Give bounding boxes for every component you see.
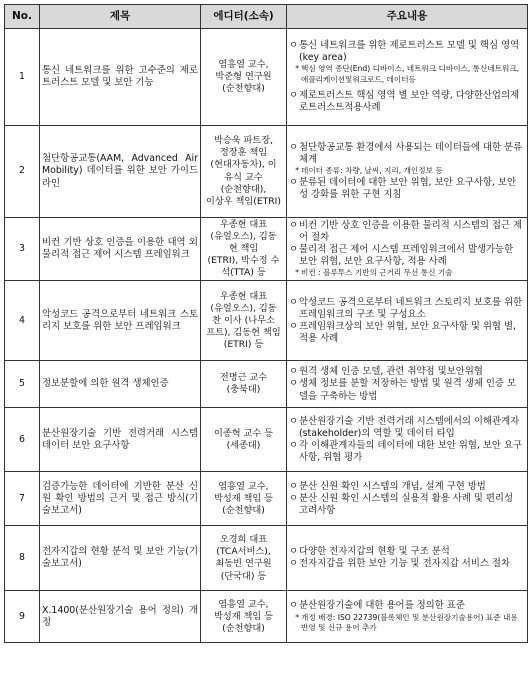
editor-line: 석(TTA) 등 (221, 267, 266, 279)
row-title: X.1400(분산원장기술 용어 정의) 개정 (40, 591, 201, 643)
row-title: 검증가능한 데이터에 기반한 분산 신원 확인 방법의 근거 및 접근 방식(기술보고서) (40, 472, 201, 526)
row-content (287, 591, 528, 643)
content-bullet (289, 440, 525, 464)
header-editor: 에디터(소속) (201, 5, 287, 29)
editor-line: 이종혁 교수 등 (213, 427, 274, 439)
header-no: No. (5, 5, 40, 29)
row-content (287, 361, 528, 408)
bullet-circle-icon: ㅇ (289, 39, 299, 51)
editor-line: 최동빈 연구원 (215, 558, 272, 570)
bullet-circle-icon: ㅇ (289, 480, 299, 492)
content-text: 핵심 영역 종단(End) 디바이스, 네트워크 디바이스, 통신네트워크, 애플리케이션및워크로드, 데이터등 (301, 64, 520, 84)
content-bullet (289, 546, 525, 558)
content-text: 분산 신원 확인 시스템의 개념, 설계 구현 방법 (299, 480, 486, 492)
table-row (5, 526, 528, 591)
content-text: 물리적 접근 제어 시스템 프레임워크에서 발생가능한 보안 위협, 보안 요구사항, 적용 사례 (299, 243, 514, 268)
content-bullet (289, 481, 525, 493)
content-bullet (289, 244, 525, 268)
content-text: 악성코드 공격으로부터 네트워크 스토리지 보호를 위한 프레임워크의 구조 및 구성요소 (299, 296, 523, 320)
bullet-circle-icon: ㅇ (289, 320, 299, 332)
content-text: 전자지갑을 위한 보안 기능 및 전자지갑 서비스 절차 (299, 558, 511, 570)
editor-line: 박준형 연구원 (215, 70, 272, 82)
row-number: 4 (5, 281, 40, 361)
row-editor (201, 29, 287, 126)
bullet-circle-icon: ㅇ (289, 378, 299, 390)
bullet-circle-icon: ㅇ (289, 296, 299, 308)
editor-line: 박성재 책임 등 (213, 610, 274, 622)
editor-line: 오경희 대표 (219, 534, 268, 546)
table-row (5, 591, 528, 643)
editor-line: 유식 교수 (224, 171, 263, 183)
editor-line: (ETRI), 박수정 수 (207, 255, 280, 267)
bullet-circle-icon: ㅇ (289, 176, 299, 188)
editor-line: (순천향대) (222, 83, 265, 95)
editor-line: 우종현 대표 (219, 290, 268, 302)
content-bullet (289, 220, 525, 244)
content-text: 데이터 종류: 차량, 날씨, 지리, 개인정보 등 (301, 166, 443, 176)
editor-line: (단국대) 등 (220, 570, 267, 582)
content-text: 분산원장기술 기반 전력거래 시스템에서의 이해관계자(stakeholder)의 역할 및 데이터 타입 (299, 415, 520, 439)
editor-line: 우종현 대표 (219, 219, 268, 230)
table-row (5, 126, 528, 218)
row-title: 첨단항공교통(AAM, Advanced Air Mobility) 데이터를 위한 보안 가이드라인 (40, 126, 201, 218)
content-text: 첨단항공교통 환경에서 사용되는 데이터들에 대한 분류 체계 (299, 142, 523, 166)
content-text: 다양한 전자지갑의 현황 및 구조 분석 (299, 546, 450, 558)
standards-table (4, 4, 528, 643)
content-bullet (289, 90, 525, 114)
content-bullet (289, 40, 525, 64)
content-note (289, 64, 525, 85)
content-note (289, 613, 525, 634)
table-body (5, 29, 528, 643)
asterisk-icon: * (295, 268, 299, 278)
row-title: 통신 네트워크를 위한 고수준의 제로트러스트 모델 및 보안 기능 (40, 29, 201, 126)
editor-line: (유얼오스), 김동 (210, 302, 277, 314)
content-bullet (289, 600, 525, 612)
editor-line: 염흥열 교수, (218, 58, 269, 70)
row-editor (201, 526, 287, 591)
editor-line: (ETRI) 등 (223, 339, 264, 351)
content-bullet (289, 558, 525, 570)
row-number: 5 (5, 361, 40, 408)
row-title: 비컨 기반 상호 인증을 이용한 대역 외 물리적 접근 제어 시스템 프레임워크 (40, 218, 201, 281)
editor-line: (유얼오스), 김동 (210, 231, 277, 243)
row-number: 3 (5, 218, 40, 281)
content-text: 각 이해관계자들의 데이터에 대한 보안 위협, 보안 요구사항, 위협 평가 (299, 439, 523, 464)
editor-line: (순천향대), (220, 183, 267, 195)
bullet-circle-icon: ㅇ (289, 546, 299, 558)
content-text: 분산원장기술에 대한 용어를 정의한 표준 (299, 600, 465, 612)
row-editor (201, 408, 287, 472)
editor-line: 정장훈 책임 (219, 147, 268, 159)
content-text: 비컨 : 블루투스 기반의 근거리 무선 통신 기술 (301, 268, 453, 278)
content-bullet (289, 142, 525, 166)
editor-line: 전명근 교수 (219, 372, 268, 384)
row-number: 9 (5, 591, 40, 643)
editor-line: 박승욱 파트장, (213, 135, 274, 147)
row-content (287, 29, 528, 126)
row-content (287, 472, 528, 526)
content-text: 분류된 데이터에 대한 보안 위협, 보안 요구사항, 보안성 강화를 위한 구현 지침 (299, 176, 517, 200)
content-text: 비컨 기반 상호 인증을 이용한 물리적 시스템의 접근 제어 절차 (299, 219, 523, 243)
row-title: 악성코드 공격으로부터 네트워크 스토리지 보호를 위한 보안 프레임워크 (40, 281, 201, 361)
table-row (5, 218, 528, 281)
asterisk-icon: * (295, 166, 299, 176)
row-number: 7 (5, 472, 40, 526)
header-content: 주요내용 (287, 5, 528, 29)
editor-line: (순천향대) (222, 623, 265, 635)
content-bullet (289, 321, 525, 345)
editor-line: 프트), 김동현 책임 (206, 327, 281, 339)
editor-line: 박성재 책임 등 (213, 492, 274, 504)
row-title: 정보분할에 의한 원격 생체인증 (40, 361, 201, 408)
header-title: 제목 (40, 5, 201, 29)
row-content (287, 218, 528, 281)
table-row (5, 281, 528, 361)
editor-line: (현대자동차), 이 (210, 159, 277, 171)
table-row (5, 29, 528, 126)
row-number: 6 (5, 408, 40, 472)
content-text: 생체 정보를 분할 저장하는 방법 및 원격 생체 인증 모델을 구축하는 방법 (299, 378, 517, 402)
table-row (5, 361, 528, 408)
bullet-circle-icon: ㅇ (289, 600, 299, 612)
content-note (289, 166, 525, 177)
content-text: 프레임워크상의 보안 위협, 보안 요구사항 및 위협 별, 적용 사례 (299, 320, 517, 345)
row-number: 8 (5, 526, 40, 591)
content-text: 통신 네트워크를 위한 제로트러스트 모델 및 핵심 영역(key area) (299, 39, 520, 63)
bullet-circle-icon: ㅇ (289, 492, 299, 504)
bullet-circle-icon: ㅇ (289, 558, 299, 570)
row-content (287, 408, 528, 472)
bullet-circle-icon: ㅇ (289, 219, 299, 231)
asterisk-icon: * (295, 612, 299, 622)
editor-line: (충북대) (226, 384, 261, 396)
editor-line: 이상우 책임(ETRI) (206, 195, 281, 207)
content-text: 제로트러스트 핵심 영역 별 보안 역량, 다양한산업의제로트러스트적용사례 (299, 90, 520, 114)
row-number: 1 (5, 29, 40, 126)
bullet-circle-icon: ㅇ (289, 243, 299, 255)
editor-line: 찬 이사 (나무소 (212, 314, 275, 326)
content-text: 분산 신원 확인 시스템의 실용적 활용 사례 및 편리성 고려사항 (299, 492, 514, 517)
editor-line: 현 책임 (228, 243, 259, 255)
table-row (5, 472, 528, 526)
row-editor (201, 126, 287, 218)
row-editor (201, 591, 287, 643)
row-editor (201, 472, 287, 526)
row-title: 분산원장기술 기반 전력거래 시스템 데이터 보안 요구사항 (40, 408, 201, 472)
content-note (289, 268, 525, 279)
row-editor (201, 281, 287, 361)
row-content (287, 281, 528, 361)
content-bullet (289, 378, 525, 402)
content-bullet (289, 177, 525, 201)
editor-line: (세종대) (226, 439, 261, 451)
row-editor (201, 218, 287, 281)
editor-line: 염흥열 교수, (218, 598, 269, 610)
editor-line: (순천향대) (222, 505, 265, 517)
row-title: 전자지갑의 현황 분석 및 보안 기능(기술보고서) (40, 526, 201, 591)
row-content (287, 126, 528, 218)
bullet-circle-icon: ㅇ (289, 90, 299, 101)
content-bullet (289, 493, 525, 517)
editor-line: 염흥열 교수, (218, 480, 269, 492)
content-text: 원격 생체 인증 모델, 관련 취약점 및보안위협 (299, 366, 483, 378)
row-content (287, 526, 528, 591)
row-number: 2 (5, 126, 40, 218)
content-bullet (289, 297, 525, 321)
bullet-circle-icon: ㅇ (289, 142, 299, 154)
row-editor (201, 361, 287, 408)
table-header-row (5, 5, 528, 29)
asterisk-icon: * (295, 64, 299, 73)
content-text: 개정 배경: ISO 22739(블록체인 및 분산원장기술용어) 표준 내용 반영 및 신규 용어 추가 (301, 612, 518, 633)
bullet-circle-icon: ㅇ (289, 439, 299, 451)
table-row (5, 408, 528, 472)
bullet-circle-icon: ㅇ (289, 415, 299, 427)
bullet-circle-icon: ㅇ (289, 366, 299, 378)
content-bullet (289, 416, 525, 440)
content-bullet (289, 366, 525, 378)
editor-line: (TCA서비스), (216, 546, 271, 558)
